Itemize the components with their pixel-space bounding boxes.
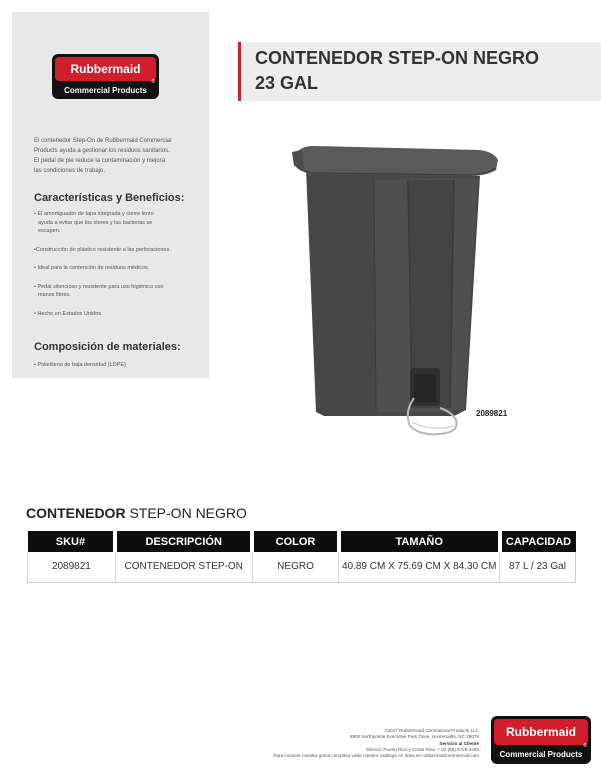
cell-size: 40.89 CM X 75.69 CM X 84.30 CM [339,552,500,582]
materials-title: Composición de materiales: [34,341,181,353]
cell-capacity: 87 L / 23 Gal [500,552,576,582]
feature-item: •Construcción de plástico resistente a las perforaciones. [34,246,171,253]
logo-wordmark: Rubbermaid [55,57,156,81]
table-row [28,552,576,582]
header-size: TAMAÑO [339,531,500,552]
logo-wordmark: Rubbermaid [494,719,588,745]
registered-mark: ® [583,743,587,749]
catalog-line: Para conocer nuestra gama completa visite nuestro catálogo en línea en rubbermaidcommercial.com [273,753,479,759]
title-line-2: 23 GAL [255,73,319,93]
cell-sku: 2089821 [28,552,116,582]
header-description: DESCRIPCIÓN [115,531,252,552]
step-on-container-image [290,140,500,440]
copyright: ©2017 Rubbermaid Commercial Products LLC [384,728,479,733]
header-color: COLOR [252,531,339,552]
rubbermaid-logo [52,54,159,99]
customer-service-label: Servicio al Cliente [439,740,479,746]
intro-text: El contenedor Step-On de Rubbermaid Commercial Products ayuda a gestionar los residuos sanitarios. El pedal de pie reduce la contaminación y mejora las condiciones de trabajo. [34,138,172,174]
registered-mark: ® [151,79,155,85]
logo-subtitle: Commercial Products [499,750,583,759]
spec-table [27,531,576,583]
table-heading: CONTENEDOR STEP-ON NEGRO [26,505,247,521]
cell-color: NEGRO [252,552,339,582]
table-header-row [28,531,576,552]
rubbermaid-logo-footer [491,716,591,764]
feature-item: • Hecho en Estados Unidos. [34,310,103,317]
product-title [238,42,601,101]
header-capacity: CAPACIDAD [500,531,576,552]
phone-line: México, Puerto Rico y Costa Rica: + 52 (55) 5729-3400 [366,746,479,752]
features-title: Características y Beneficios: [34,192,185,204]
material-item: • Polietileno de baja densidad (LDPE) [34,362,126,368]
address: 8900 Northpointe Executive Park Drive, Huntersville, NC 28078 [350,734,479,740]
cell-description: CONTENEDOR STEP-ON [115,552,252,582]
materials-list [34,361,126,369]
product-sku-tag: 2089821 [476,409,508,418]
logo-subtitle: Commercial Products [64,86,147,95]
title-line-1: CONTENEDOR STEP-ON NEGRO [255,48,540,68]
feature-item: • Ideal para la contención de residuos médicos. [34,265,150,271]
footer-text [59,728,479,759]
feature-item: • Pedal silencioso y resistente para uso higiénico con manos libres. [34,283,164,298]
features-list [34,210,199,328]
feature-item: • El amortiguador de tapa integrada y cierre lento ayuda a evitar que los olores y las bacterias se escapen. [34,211,154,234]
header-sku: SKU# [28,531,116,552]
